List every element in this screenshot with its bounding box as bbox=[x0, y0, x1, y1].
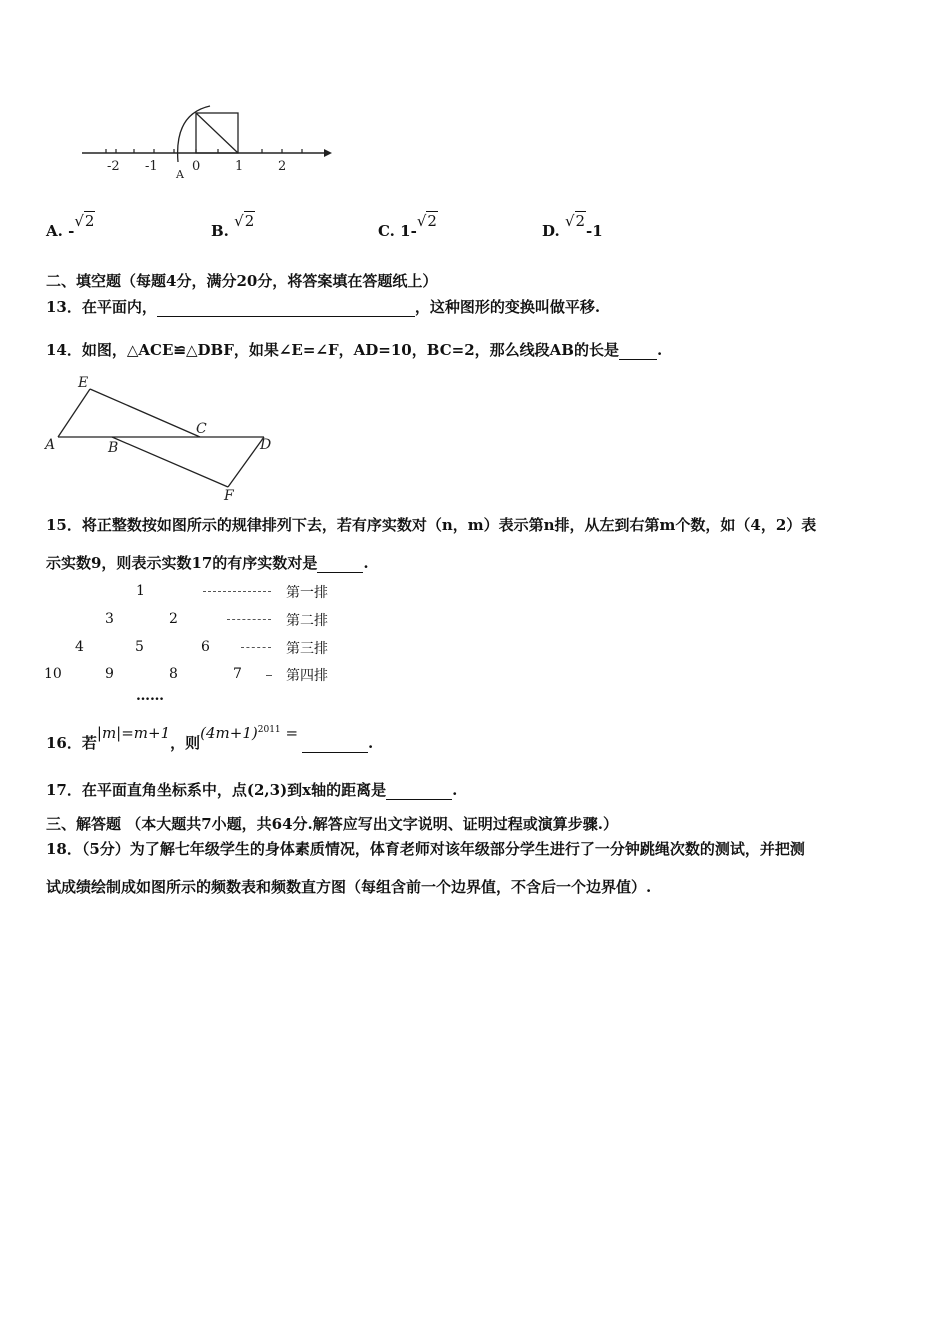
tick-label: 0 bbox=[192, 159, 201, 174]
pattern-number: 3 bbox=[105, 611, 114, 627]
question-18-line-1: 18．（5分）为了解七年级学生的身体素质情况，体育老师对该年级部分学生进行了一分钟跳绳次数的测试，并把测 bbox=[46, 840, 805, 858]
answer-blank bbox=[317, 554, 363, 573]
tick-label: 2 bbox=[278, 159, 287, 174]
question-16: 16．若|m|=m+1，则$(4m+1)^{2011}$ = . bbox=[46, 724, 374, 752]
question-17: 17．在平面直角坐标系中，点(2,3)到x轴的距离是 . bbox=[46, 781, 458, 799]
dashed-leader bbox=[227, 619, 271, 620]
answer-blank bbox=[619, 341, 657, 360]
label-d: D bbox=[260, 437, 272, 453]
question-13: 13．在平面内， ，这种图形的变换叫做平移. bbox=[46, 298, 601, 316]
answer-blank bbox=[157, 298, 415, 317]
row-label: 第四排 bbox=[286, 668, 328, 684]
label-a: A bbox=[45, 437, 56, 453]
pattern-number: 5 bbox=[135, 639, 144, 655]
pattern-number: 4 bbox=[75, 639, 84, 655]
row-label: 第三排 bbox=[286, 641, 328, 657]
tick-label: -1 bbox=[145, 159, 158, 174]
pattern-number: 7 bbox=[233, 666, 242, 682]
ellipsis: …… bbox=[136, 688, 164, 704]
pattern-number: 6 bbox=[201, 639, 210, 655]
tick-label: -2 bbox=[107, 159, 120, 174]
row-label: 第二排 bbox=[286, 613, 328, 629]
answer-blank bbox=[302, 734, 368, 753]
tick-label: 1 bbox=[235, 159, 244, 174]
option-a: A. -√2 bbox=[46, 212, 95, 240]
triangle-figure bbox=[40, 372, 280, 504]
option-d: D. √2-1 bbox=[542, 212, 603, 240]
option-c: C. 1-√2 bbox=[378, 212, 437, 240]
pattern-number: 9 bbox=[105, 666, 114, 682]
pattern-number: 10 bbox=[44, 666, 62, 682]
section-2-title: 二、填空题（每题4分，满分20分，将答案填在答题纸上） bbox=[46, 272, 438, 290]
pattern-number: 8 bbox=[169, 666, 178, 682]
dashed-leader bbox=[203, 591, 271, 592]
label-c: C bbox=[196, 421, 207, 437]
condition-expression: |m|=m+1 bbox=[96, 724, 171, 742]
section-3-title: 三、解答题 （本大题共7小题，共64分.解答应写出文字说明、证明过程或演算步骤.） bbox=[46, 815, 618, 833]
label-b: B bbox=[108, 440, 119, 456]
question-14: 14．如图，△ACE≌△DBF，如果∠E=∠F，AD=10，BC=2，那么线段AB的长是 . bbox=[46, 341, 663, 359]
label-e: E bbox=[78, 375, 89, 391]
question-18-line-2: 试成绩绘制成如图所示的频数表和频数直方图（每组含前一个边界值，不含后一个边界值）. bbox=[46, 878, 652, 896]
option-b: B. √2 bbox=[211, 212, 255, 240]
power-expression: $(4m+1)^{2011}$ = bbox=[200, 724, 299, 742]
point-a-label: A bbox=[176, 168, 184, 181]
label-f: F bbox=[224, 488, 234, 504]
row-label: 第一排 bbox=[286, 585, 328, 601]
dashed-leader bbox=[241, 647, 271, 648]
answer-blank bbox=[386, 781, 452, 800]
number-line-figure bbox=[70, 98, 350, 188]
question-15-line-1: 15．将正整数按如图所示的规律排列下去，若有序实数对（n，m）表示第n排，从左到右第m个数，如（4，2）表 bbox=[46, 516, 817, 534]
pattern-number: 2 bbox=[169, 611, 178, 627]
question-15-line-2: 示实数9，则表示实数17的有序实数对是 . bbox=[46, 554, 369, 572]
dashed-leader bbox=[266, 675, 272, 676]
pattern-number: 1 bbox=[136, 583, 145, 599]
